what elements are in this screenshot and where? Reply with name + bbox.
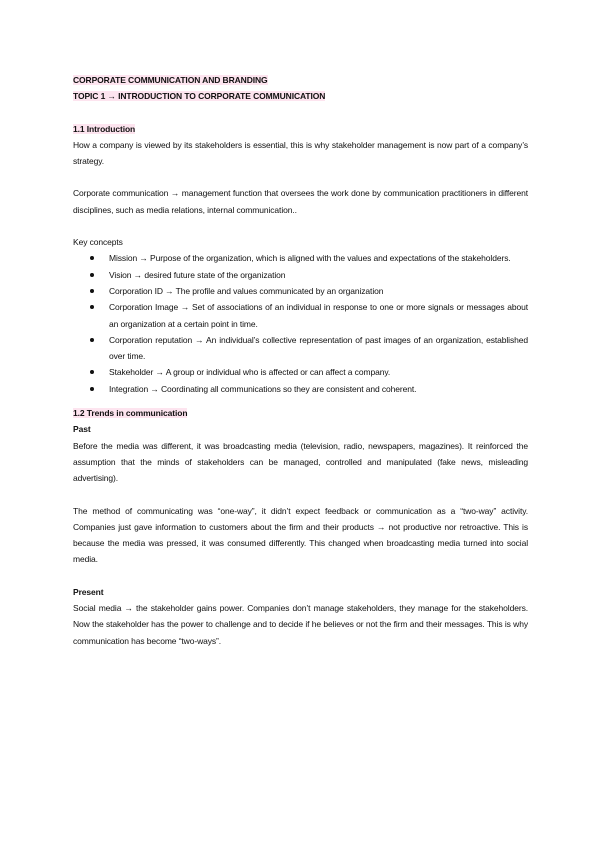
key-concepts-heading: Key concepts [73, 237, 123, 248]
list-item [109, 250, 528, 266]
concept-term: Stakeholder [109, 367, 154, 378]
list-item [109, 283, 528, 299]
concept-term: Corporation reputation [109, 334, 193, 345]
concept-definition: → Set of associations of an individual in response to one or more signals or messages about an organization at a certain point in time. [109, 302, 528, 329]
concept-term: Vision [109, 269, 132, 280]
list-item [109, 267, 528, 283]
key-concepts-list [73, 250, 528, 397]
concept-term: Mission [109, 253, 138, 264]
concept-definition: → The profile and values communicated by an organization [165, 285, 384, 296]
list-item [109, 364, 528, 380]
intro-paragraph-2: Corporate communication → management function that oversees the work done by communication practitioners in different disciplines, such as media relations, internal communication.. [73, 188, 528, 215]
past-paragraph-1: Before the media was different, it was broadcasting media (television, radio, newspapers, magazines). It reinforced the assumption that the minds of stakeholders can be managed, controlled and manipulated (fake news, misleading advertising). [73, 440, 528, 484]
present-subheading: Present [73, 586, 104, 597]
concept-definition: → desired future state of the organization [133, 269, 286, 280]
past-subheading: Past [73, 424, 91, 435]
list-item [109, 332, 528, 365]
list-item [109, 381, 528, 397]
concept-definition: → A group or individual who is affected or can affect a company. [155, 367, 391, 378]
concept-term: Corporation Image [109, 302, 179, 313]
section-heading-trends: 1.2 Trends in communication [73, 408, 188, 419]
intro-paragraph-1: How a company is viewed by its stakeholders is essential, this is why stakeholder management is now part of a company’s strategy. [73, 139, 528, 167]
topic-title: TOPIC 1 → INTRODUCTION TO CORPORATE COMMUNICATION [73, 91, 326, 102]
section-heading-introduction: 1.1 Introduction [73, 123, 136, 134]
past-paragraph-2: The method of communicating was “one-way”, it didn’t expect feedback or communication as a “two-way” activity. Companies just gave information to customers about the firm and their products → not productive nor retroactive. This is because the media was pressed, it was consumed differently. This changed when broadcasting media turned into social media. [73, 505, 528, 565]
concept-definition: → Coordinating all communications so they are consistent and coherent. [150, 383, 417, 394]
concept-definition: → An individual’s collective representation of past images of an organization, established over time. [109, 334, 528, 362]
concept-definition: → Purpose of the organization, which is aligned with the values and expectations of the stakeholders. [139, 253, 511, 264]
concept-term: Integration [109, 383, 149, 394]
present-paragraph: Social media → the stakeholder gains power. Companies don’t manage stakeholders, they manage for the stakeholders. Now the stakeholder has the power to challenge and to decide if he believes or not the firm and their messages. This is why communication has become “two-ways”. [73, 603, 528, 646]
document-title: CORPORATE COMMUNICATION AND BRANDING [73, 75, 268, 85]
list-item [109, 299, 528, 332]
concept-term: Corporation ID [109, 285, 163, 296]
